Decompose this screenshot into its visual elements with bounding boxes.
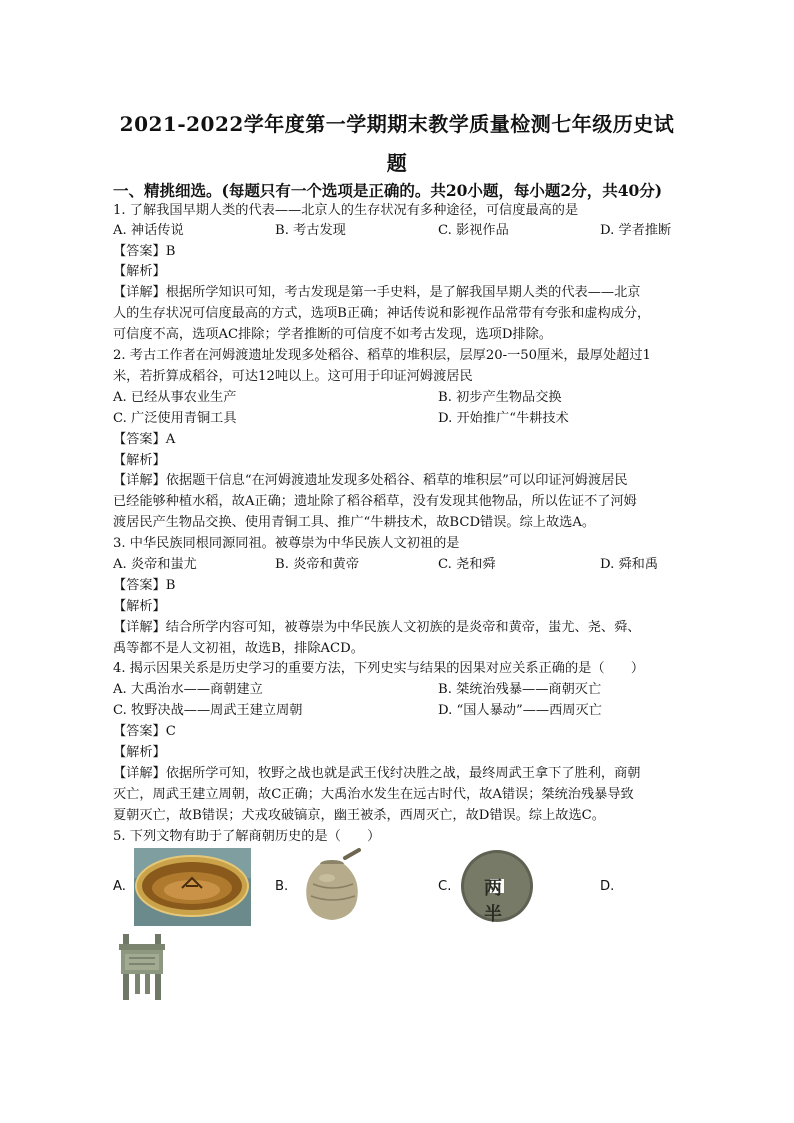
q5-option-d: D. xyxy=(600,879,615,894)
q5-option-a: A. xyxy=(113,879,126,894)
q4-analysis-label: 【解析】 xyxy=(113,745,166,760)
q4-detail-3: 夏朝灭亡，故B错误；犬戎攻破镐京，幽王被杀，西周灭亡，故D错误。综上故选C。 xyxy=(113,808,605,823)
title-line-1: 2021-2022学年度第一学期期末教学质量检测七年级历史试 xyxy=(119,112,675,136)
q4-option-d: D. “国人暴动”——西周灭亡 xyxy=(438,703,602,718)
q4-answer: 【答案】C xyxy=(113,724,176,739)
q1-option-a: A. 神话传说 xyxy=(113,223,184,238)
pot-artifact-image xyxy=(297,848,367,924)
q3-answer: 【答案】B xyxy=(113,578,176,593)
q4-option-c: C. 牧野决战——周武王建立周朝 xyxy=(113,703,303,718)
q2-option-d: D. 开始推广“牛耕技术 xyxy=(438,411,569,426)
q3-option-a: A. 炎帝和蚩尤 xyxy=(113,557,197,572)
q3-detail-2: 禹等都不是人文初祖，故选B，排除ACD。 xyxy=(113,641,364,656)
q1-option-d: D. 学者推断 xyxy=(600,223,672,238)
q1-detail-2: 人的生存状况可信度最高的方式，选项B正确；神话传说和影视作品常带有夸张和虚构成分， xyxy=(113,306,651,321)
q2-detail-1: 【详解】依据题干信息“在河姆渡遗址发现多处稻谷、稻草的堆积层”可以印证河姆渡居民 xyxy=(113,473,628,488)
bowl-artifact-image xyxy=(134,848,251,926)
q5-option-c: C. xyxy=(438,879,452,894)
q4-option-b: B. 桀统治残暴——商朝灭亡 xyxy=(438,682,602,697)
coin-inscription: 两 半 xyxy=(484,878,518,924)
q2-option-b: B. 初步产生物品交换 xyxy=(438,390,562,405)
q2-detail-2: 已经能够种植水稻，故A正确；遗址除了稻谷稻草，没有发现其他物品，所以佐证不了河姆 xyxy=(113,494,637,509)
q1-option-b: B. 考古发现 xyxy=(275,223,346,238)
q1-answer: 【答案】B xyxy=(113,244,176,259)
q3-option-b: B. 炎帝和黄帝 xyxy=(275,557,360,572)
q2-stem-1: 2. 考古工作者在河姆渡遗址发现多处稻谷、稻草的堆积层，层厚20-一50厘米，最厚处超过1 xyxy=(113,348,651,363)
q3-stem: 3. 中华民族同根同源同祖。被尊崇为中华民族人文初祖的是 xyxy=(113,536,460,551)
q1-detail-1: 【详解】根据所学知识可知，考古发现是第一手史料，是了解我国早期人类的代表——北京 xyxy=(113,285,641,300)
q2-answer: 【答案】A xyxy=(113,432,176,447)
ding-artifact-image xyxy=(113,930,171,1002)
q3-option-d: D. 舜和禹 xyxy=(600,557,659,572)
q2-option-c: C. 广泛使用青铜工具 xyxy=(113,411,237,426)
q2-analysis-label: 【解析】 xyxy=(113,453,166,468)
q3-analysis-label: 【解析】 xyxy=(113,599,166,614)
q1-stem: 1. 了解我国早期人类的代表——北京人的生存状况有多种途径，可信度最高的是 xyxy=(113,203,579,218)
q2-stem-2: 米，若折算成稻谷，可达12吨以上。这可用于印证河姆渡居民 xyxy=(113,369,473,384)
q2-detail-3: 渡居民产生物品交换、使用青铜工具、推广“牛耕技术，故BCD错误。综上故选A。 xyxy=(113,515,596,530)
q4-option-a: A. 大禹治水——商朝建立 xyxy=(113,682,263,697)
q5-stem: 5. 下列文物有助于了解商朝历史的是（ ） xyxy=(113,829,381,844)
q3-option-c: C. 尧和舜 xyxy=(438,557,496,572)
q1-option-c: C. 影视作品 xyxy=(438,223,509,238)
q4-detail-2: 灭亡，周武王建立周朝，故C正确；大禹治水发生在远古时代，故A错误；桀统治残暴导致 xyxy=(113,787,634,802)
q2-option-a: A. 已经从事农业生产 xyxy=(113,390,237,405)
q5-option-b: B. xyxy=(275,879,289,894)
title-line-2: 题 xyxy=(386,151,408,175)
q1-analysis-label: 【解析】 xyxy=(113,264,166,279)
q1-detail-3: 可信度不高，选项AC排除；学者推断的可信度不如考古发现，选项D排除。 xyxy=(113,327,552,342)
q4-stem: 4. 揭示因果关系是历史学习的重要方法，下列史实与结果的因果对应关系正确的是（ ） xyxy=(113,661,645,676)
section-heading: 一、精挑细选。(每题只有一个选项是正确的。共20小题，每小题2分，共40分) xyxy=(113,181,663,200)
q3-detail-1: 【详解】结合所学内容可知，被尊崇为中华民族人文初族的是炎帝和黄帝，蚩尤、尧、舜、 xyxy=(113,620,641,635)
coin-artifact-image xyxy=(459,848,535,924)
q4-detail-1: 【详解】依据所学可知，牧野之战也就是武王伐纣决胜之战，最终周武王拿下了胜利，商朝 xyxy=(113,766,641,781)
